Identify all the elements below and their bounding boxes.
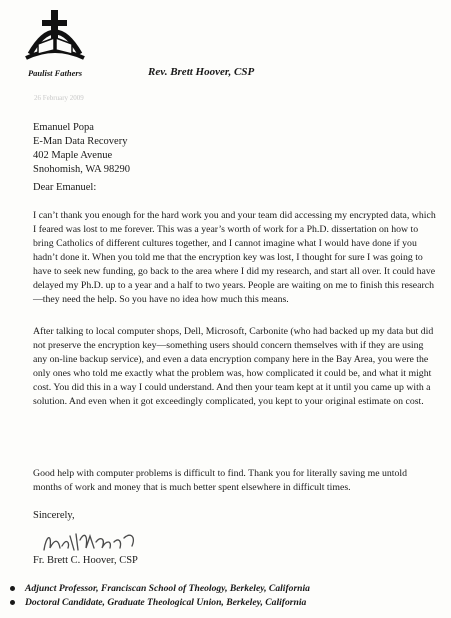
signer-titles <box>10 581 310 609</box>
recipient-city: Snohomish, WA 98290 <box>33 164 130 175</box>
closing: Sincerely, <box>33 510 75 521</box>
body-paragraph-1: I can’t thank you enough for the hard work you and your team did accessing my encrypted data, which I feared was lost to me forever. This was a year’s worth of work for a Ph.D. dissertation on how to bring Catholics of different cultures together, and I cannot imagine what I would have done if you hadn’t done it. When you told me that the encryption key was lost, I thought for sure I was going to have to seek new funding, go back to the area where I did my research, and start all over. It could have delayed my Ph.D. up to a year and a half to two years. People are waiting on me to finish this research—they need the help. So you have no idea how much this means. <box>33 210 436 305</box>
title-text: Adjunct Professor, Franciscan School of Theology, Berkeley, California <box>25 582 310 594</box>
paulist-logo <box>10 4 100 84</box>
cross-book-icon <box>24 4 86 66</box>
bullet-icon <box>10 600 15 605</box>
recipient-company: E-Man Data Recovery <box>33 136 128 147</box>
recipient-address <box>33 121 130 177</box>
body-paragraph-2: After talking to local computer shops, Dell, Microsoft, Carbonite (who had backed up my data but did not preserve the encryption key—something users should concern themselves with if they are using any on-line backup service), and even a data encryption company here in the Bay Area, you were the only ones who told me exactly what the problem was, how complicated it could be, and what it might cost. You did this in a way I could understand. And then your team kept at it until you came up with a solution. And even when it got exceedingly complicated, you kept to your original estimate on cost. <box>33 326 434 407</box>
letter-date: 26 February 2009 <box>34 94 84 102</box>
body-paragraph-3: Good help with computer problems is difficult to find. Thank you for literally saving me untold months of work and money that is much better spent elsewhere in difficult times. <box>33 468 408 493</box>
recipient-street: 402 Maple Avenue <box>33 150 113 161</box>
handwritten-signature <box>40 528 140 556</box>
title-item <box>10 581 310 595</box>
title-text: Doctoral Candidate, Graduate Theological Union, Berkeley, California <box>25 596 307 608</box>
salutation: Dear Emanuel: <box>33 182 97 193</box>
sender-name: Rev. Brett Hoover, CSP <box>148 66 255 78</box>
bullet-icon <box>10 586 15 591</box>
logo-text: Paulist Fathers <box>27 68 83 78</box>
recipient-name: Emanuel Popa <box>33 122 94 133</box>
title-item <box>10 595 310 609</box>
signed-name: Fr. Brett C. Hoover, CSP <box>33 555 138 566</box>
